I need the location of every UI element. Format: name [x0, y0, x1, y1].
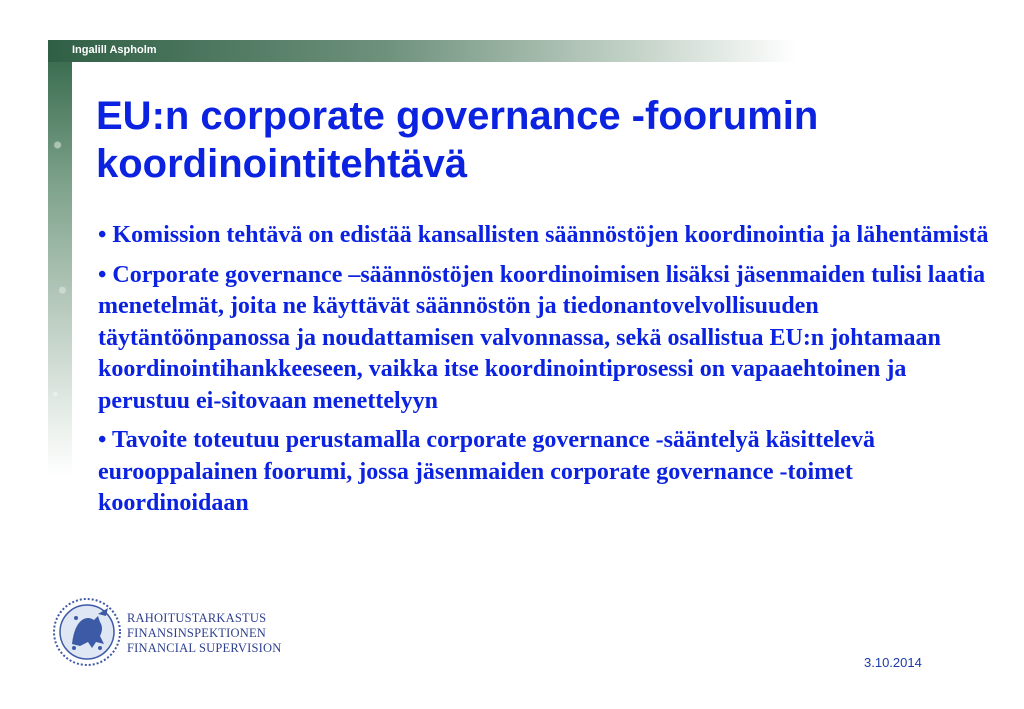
decorative-side-strip — [48, 62, 72, 477]
organization-logo — [52, 596, 296, 676]
logo-line: FINANCIAL SUPERVISION — [127, 641, 282, 655]
slide-title: EU:n corporate governance -foorumin koordinointitehtävä — [96, 94, 819, 186]
logo-line: FINANSINSPEKTIONEN — [127, 626, 267, 640]
header-bar — [48, 40, 798, 62]
logo-text — [127, 611, 281, 656]
bullet-item: • Corporate governance –säännöstöjen koordinoimisen lisäksi jäsenmaiden tulisi laatia menetelmät, joita ne käyttävät säännöstön ja tiedonantovelvollisuuden täytäntöönpanossa ja noudattamisen valvonnassa, sekä osallistua EU:n johtamaan koordinointihankkeeseen, vaikka itse koordinointiprosessi on vapaaehtoinen ja perustuu ei-sitovaan menettelyyn — [98, 260, 998, 418]
bullet-item: • Komission tehtävä on edistää kansallisten säännöstöjen koordinointia ja lähentämistä — [98, 220, 998, 252]
slide-date: 3.10.2014 — [864, 655, 922, 670]
bullet-item: • Tavoite toteutuu perustamalla corporate governance -sääntelyä käsittelevä eurooppalainen foorumi, jossa jäsenmaiden corporate governance -toimet koordinoidaan — [98, 425, 998, 520]
lion-seal-icon — [52, 596, 122, 668]
bullet-list — [98, 220, 998, 528]
author-name: Ingalill Aspholm — [72, 44, 157, 56]
logo-line: RAHOITUSTARKASTUS — [127, 611, 267, 625]
